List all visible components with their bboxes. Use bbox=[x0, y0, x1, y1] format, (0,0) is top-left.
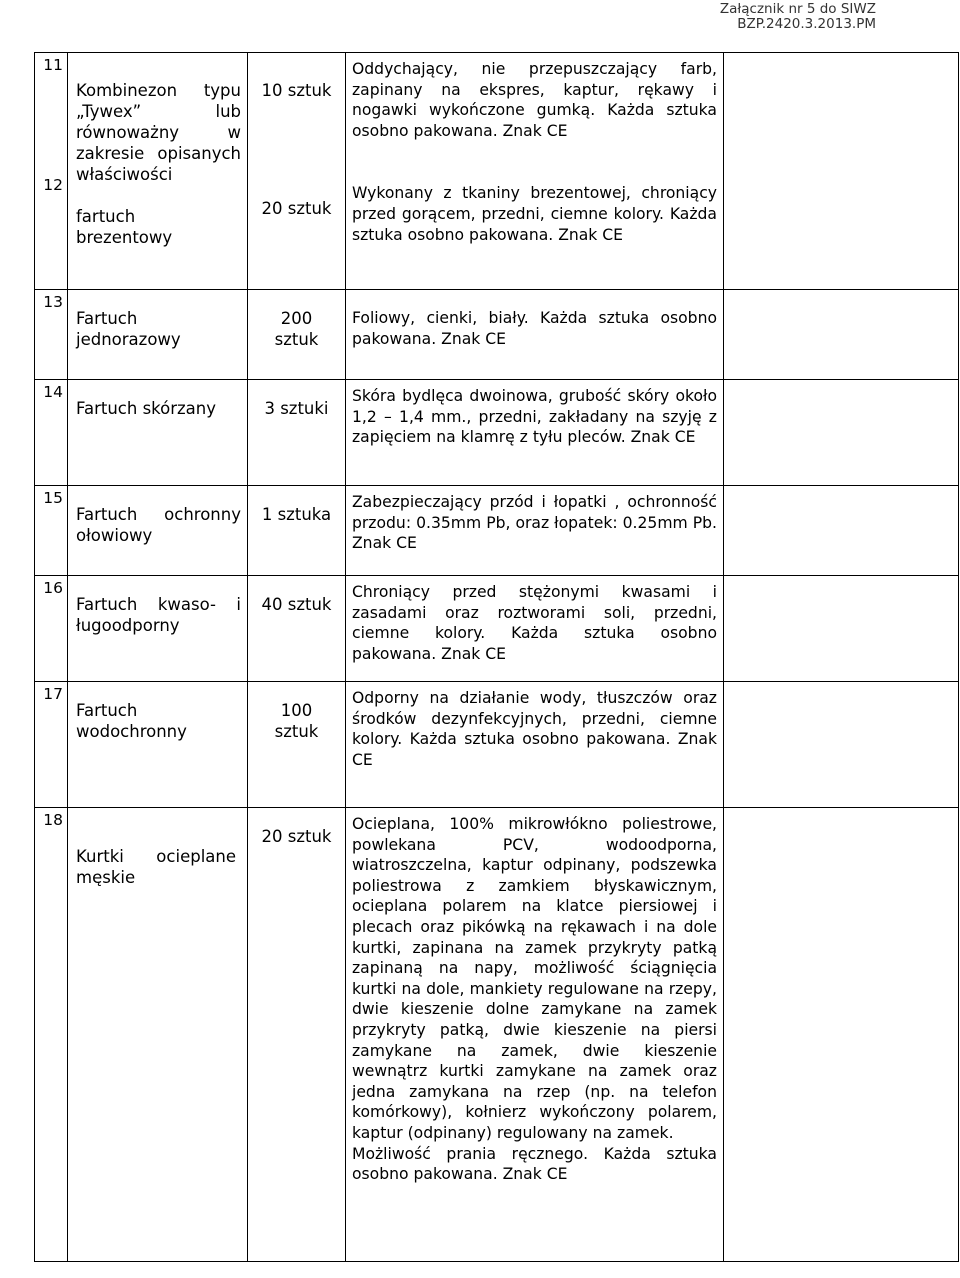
row-number: 17 bbox=[35, 682, 68, 808]
empty-cell bbox=[724, 380, 959, 486]
empty-cell bbox=[724, 808, 959, 1262]
empty-cell bbox=[724, 290, 959, 380]
document-header bbox=[720, 2, 876, 32]
item-description: Zabezpieczający przód i łopatki , ochronność przodu: 0.35mm Pb, oraz łopatek: 0.25mm Pb. Znak CE bbox=[346, 486, 724, 576]
item-name: Fartuch wodochronny bbox=[68, 682, 248, 808]
item-description: Ocieplana, 100% mikrowłókno poliestrowe, powlekana PCV, wodoodporna, wiatroszczelna, kaptur odpinany, podszewka poliestrowa z zamkiem błyskawicznym, ocieplana polarem na klatce piersiowej i plecach oraz pikówką na rękawach i na dole kurtki, zapinana na zamek przykryty patką zapinaną na napy, możliwość ściągnięcia kurtki na dole, mankiety regulowane na rzepy, dwie kieszenie dolne zamykane na zamek przykryty patką, dwie kieszenie na piersi zamykane na zamek, dwie kieszenie wewnątrz kurtki zamykane na zamek oraz jedna zamykana na rzep (np. na telefon komórkowy), kołnierz wykończony polarem, kaptur (odpinany) regulowany na zamek. bbox=[352, 815, 717, 1142]
item-quantity: 10 sztuk bbox=[261, 81, 332, 100]
reference-number: BZP.2420.3.2013.PM bbox=[737, 16, 876, 32]
table-row bbox=[35, 682, 959, 808]
item-quantity: 100 sztuk bbox=[248, 682, 346, 808]
item-description-note: Możliwość prania ręcznego. Każda sztuka osobno pakowana. Znak CE bbox=[352, 1144, 717, 1184]
quantity-cell bbox=[248, 53, 346, 290]
item-name: fartuch brezentowy bbox=[76, 207, 173, 247]
item-description: Odporny na działanie wody, tłuszczów oraz środków dezynfekcyjnych, przedni, ciemne kolory. Każda sztuka osobno pakowana. Znak CE bbox=[346, 682, 724, 808]
item-quantity: 1 sztuka bbox=[248, 486, 346, 576]
row-number: 18 bbox=[35, 808, 68, 1262]
item-name: Fartuch ochronny ołowiowy bbox=[68, 486, 248, 576]
description-cell bbox=[346, 808, 724, 1262]
table-row bbox=[35, 808, 959, 1262]
row-number: 11 bbox=[43, 56, 63, 74]
item-quantity: 200 sztuk bbox=[248, 290, 346, 380]
empty-cell bbox=[724, 682, 959, 808]
row-number: 15 bbox=[35, 486, 68, 576]
item-name: Kurtki ocieplane męskie bbox=[76, 847, 236, 887]
table-row bbox=[35, 380, 959, 486]
empty-cell bbox=[724, 53, 959, 290]
item-quantity: 40 sztuk bbox=[248, 576, 346, 682]
row-number: 12 bbox=[43, 176, 63, 194]
row-number: 13 bbox=[35, 290, 68, 380]
table-row bbox=[35, 576, 959, 682]
item-name-cell bbox=[68, 808, 248, 1262]
item-name: Fartuch kwaso- i ługoodporny bbox=[68, 576, 248, 682]
empty-cell bbox=[724, 576, 959, 682]
item-quantity: 20 sztuk bbox=[248, 808, 346, 1262]
item-description: Wykonany z tkaniny brezentowej, chroniący przed gorącem, przedni, ciemne kolory. Każda sztuka osobno pakowana. Znak CE bbox=[352, 184, 717, 244]
row-number: 14 bbox=[35, 380, 68, 486]
table-row bbox=[35, 486, 959, 576]
specification-table bbox=[34, 52, 959, 1262]
item-name: Kombinezon typu „Tywex” lub równoważny w zakresie opisanych właściwości bbox=[76, 81, 241, 184]
table-row bbox=[35, 290, 959, 380]
item-name: Fartuch skórzany bbox=[68, 380, 248, 486]
row-number-cell bbox=[35, 53, 68, 290]
item-name: Fartuch jednorazowy bbox=[68, 290, 248, 380]
item-quantity: 20 sztuk bbox=[261, 199, 332, 218]
item-description: Skóra bydlęca dwoinowa, grubość skóry około 1,2 – 1,4 mm., przedni, zakładany na szyję z zapięciem na klamrę z tyłu pleców. Znak CE bbox=[346, 380, 724, 486]
item-description: Foliowy, cienki, biały. Każda sztuka osobno pakowana. Znak CE bbox=[346, 290, 724, 380]
table-row bbox=[35, 53, 959, 290]
item-name-cell bbox=[68, 53, 248, 290]
empty-cell bbox=[724, 486, 959, 576]
attachment-label: Załącznik nr 5 do SIWZ bbox=[719, 1, 876, 17]
item-description: Oddychający, nie przepuszczający farb, zapinany na ekspres, kaptur, rękawy i nogawki wykończone gumką. Każda sztuka osobno pakowana. Znak CE bbox=[352, 60, 717, 140]
item-quantity: 3 sztuki bbox=[248, 380, 346, 486]
description-cell bbox=[346, 53, 724, 290]
item-description: Chroniący przed stężonymi kwasami i zasadami oraz roztworami soli, przedni, ciemne kolory. Każda sztuka osobno pakowana. Znak CE bbox=[346, 576, 724, 682]
row-number: 16 bbox=[35, 576, 68, 682]
